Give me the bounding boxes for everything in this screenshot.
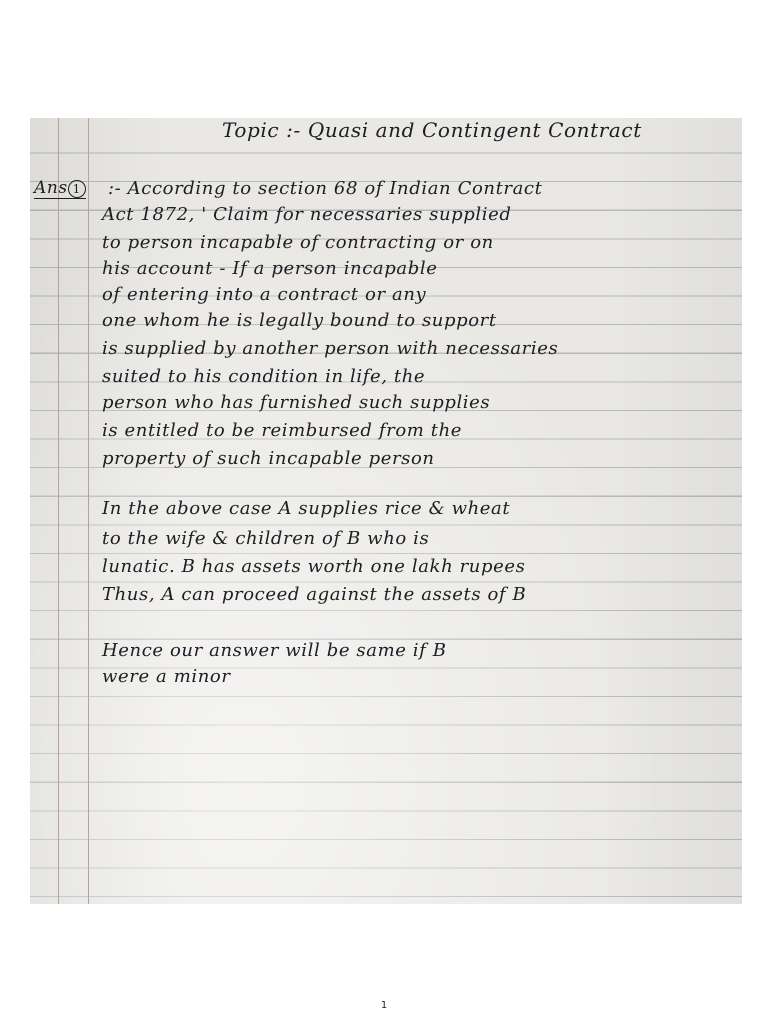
note-line: person who has furnished such supplies [102, 392, 491, 413]
page-number: 1 [380, 1000, 388, 1011]
answer-label: Ans [34, 178, 68, 198]
note-line: one whom he is legally bound to support [102, 310, 497, 331]
note-line: :- According to section 68 of Indian Contract [108, 178, 543, 199]
note-line: Hence our answer will be same if B [102, 640, 447, 661]
notebook-page [30, 118, 742, 904]
answer-number-circle: 1 [68, 180, 86, 198]
handwritten-notes [30, 118, 742, 904]
note-line: suited to his condition in life, the [102, 366, 426, 387]
note-line: were a minor [102, 666, 231, 687]
note-line: property of such incapable person [102, 448, 435, 469]
note-line: his account - If a person incapable [102, 258, 438, 279]
answer-marker [34, 178, 86, 199]
note-line: is entitled to be reimbursed from the [102, 420, 463, 441]
note-line: Act 1872, ' Claim for necessaries supplied [102, 204, 512, 225]
page-title: Topic :- Quasi and Contingent Contract [222, 118, 642, 142]
note-line: lunatic. B has assets worth one lakh rupees [102, 556, 526, 577]
note-line: Thus, A can proceed against the assets of B [102, 584, 527, 605]
note-line: of entering into a contract or any [102, 284, 427, 305]
note-line: to person incapable of contracting or on [102, 232, 494, 253]
note-line: In the above case A supplies rice & wheat [102, 498, 511, 519]
note-line: is supplied by another person with necessaries [102, 338, 559, 359]
note-line: to the wife & children of B who is [102, 528, 430, 549]
